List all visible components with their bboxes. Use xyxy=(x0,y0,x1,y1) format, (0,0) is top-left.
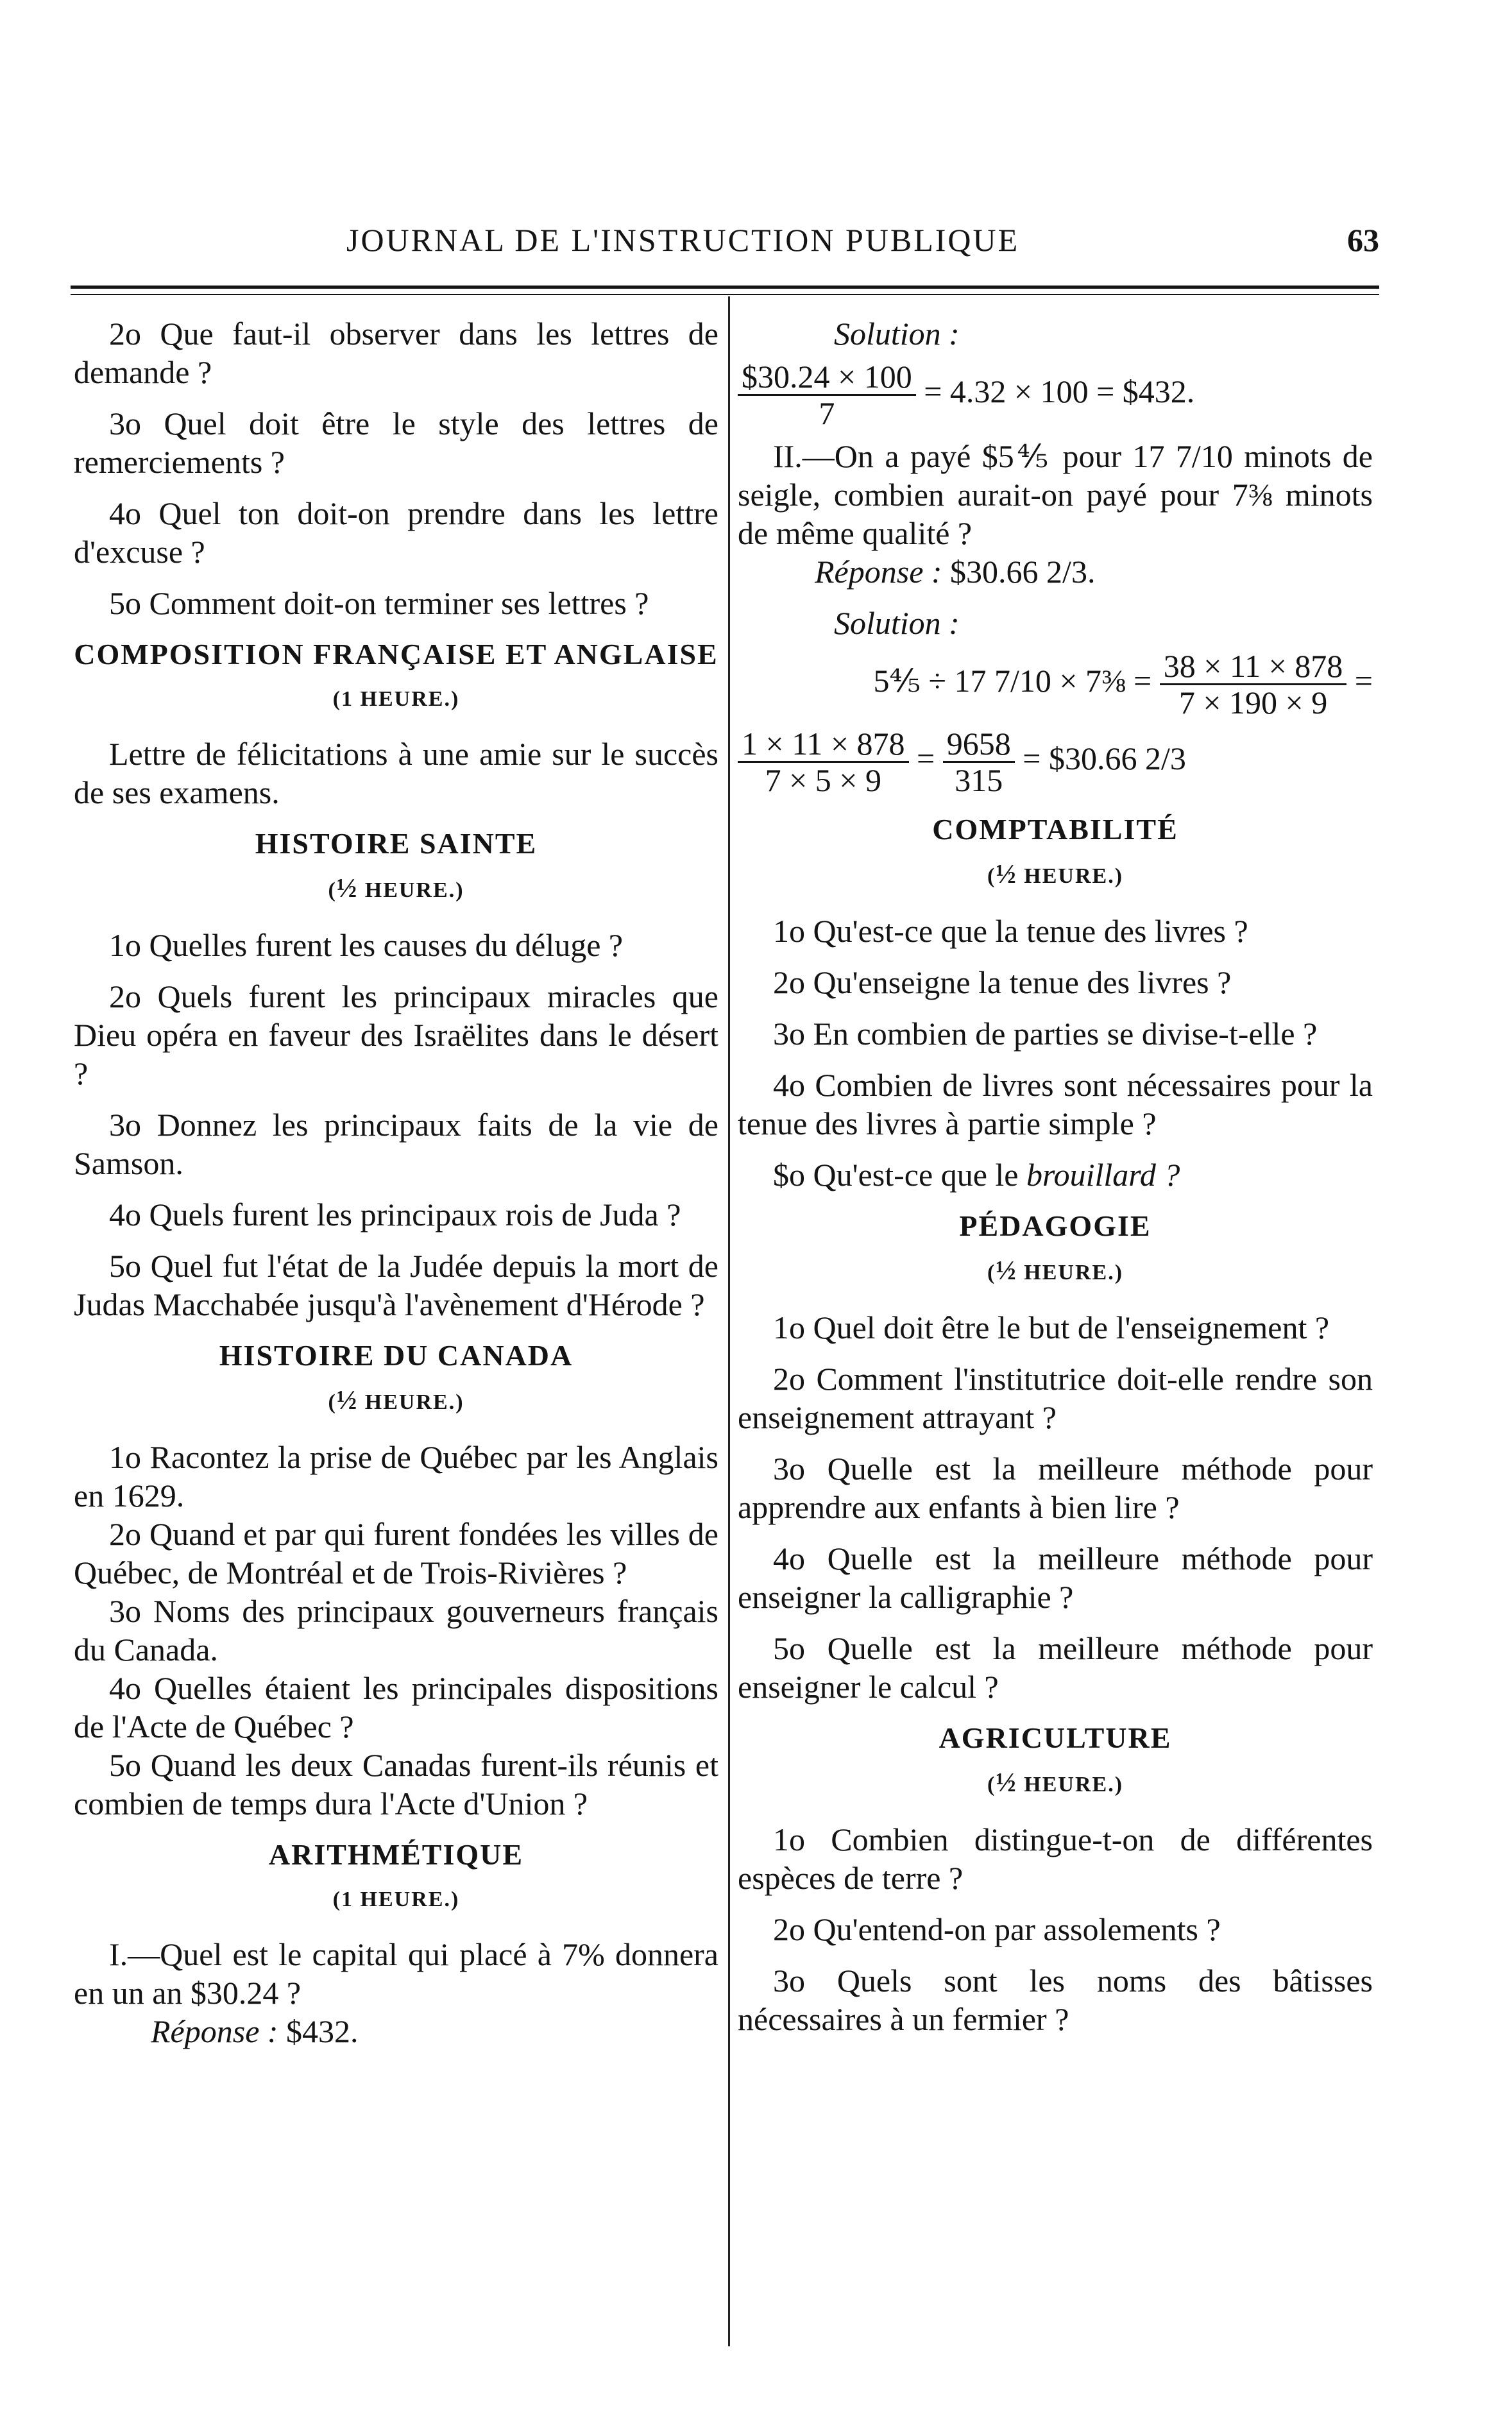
section-time: (1 HEURE.) xyxy=(332,687,460,711)
question: 1o Combien distingue-t-on de différentes espèces de terre ? xyxy=(738,1821,1373,1896)
section-time: (½ HEURE.) xyxy=(987,1256,1124,1286)
section-time: (½ HEURE.) xyxy=(987,860,1124,889)
question: $o Qu'est-ce que le brouillard ? xyxy=(773,1157,1180,1193)
composition-subject: Lettre de félicitations à une amie sur le succès de ses examens. xyxy=(74,736,718,810)
question: 4o Quelle est la meilleure méthode pour enseigner la calligraphie ? xyxy=(738,1540,1373,1615)
right-column xyxy=(738,314,1373,2051)
section-time: (1 HEURE.) xyxy=(332,1888,460,1911)
question: 1o Quelles furent les causes du déluge ? xyxy=(109,927,624,963)
question: 3o Quel doit être le style des lettres de remerciements ? xyxy=(74,405,718,480)
section-heading: COMPTABILITÉ xyxy=(932,813,1178,846)
question: 2o Qu'entend-on par assolements ? xyxy=(773,1911,1221,1947)
question: 1o Quel doit être le but de l'enseignement ? xyxy=(773,1309,1330,1345)
question: 2o Quels furent les principaux miracles que Dieu opéra en faveur des Israëlites dans le désert ? xyxy=(74,978,718,1091)
fraction: $\frac{38 \times 11 \times 878}{7 \times 190 \times 9}$ xyxy=(1160,649,1347,720)
solution-equation: $\frac{1 \times 11 \times 878}{7 \times 5 \times 9}$ = $\frac{9658}{315}$ = $30.66 2/3 xyxy=(738,726,1373,798)
question: 3o Donnez les principaux faits de la vie de Samson. xyxy=(74,1107,718,1181)
header-rule-thick xyxy=(71,286,1379,289)
section-heading: ARITHMÉTIQUE xyxy=(268,1838,524,1871)
section-heading: HISTOIRE DU CANADA xyxy=(219,1339,573,1372)
question: 4o Quels furent les principaux rois de Juda ? xyxy=(109,1197,681,1233)
section-time: (½ HEURE.) xyxy=(328,1386,464,1415)
question: 5o Quelle est la meilleure méthode pour enseigner le calcul ? xyxy=(738,1630,1373,1705)
question: 3o En combien de parties se divise-t-elle ? xyxy=(773,1016,1318,1052)
solution-equation: 5⅘ ÷ 17 7/10 × 7⅜ = $\frac{38 \times 11 \times 878}{7 \times 190 \times 9}$ = xyxy=(873,648,1373,721)
page-number: 63 xyxy=(1347,222,1379,258)
section-time: (½ HEURE.) xyxy=(328,874,464,903)
problem: II.—On a payé $5⅘ pour 17 7/10 minots de seigle, combien aurait-on payé pour 7⅜ minots de même qualité ? xyxy=(738,438,1373,551)
problem: I.—Quel est le capital qui placé à 7% donnera en un an $30.24 ? xyxy=(74,1936,718,2011)
header-rule-thin xyxy=(71,294,1379,295)
question: 2o Que faut-il observer dans les lettres de demande ? xyxy=(74,316,718,390)
question: 4o Combien de livres sont nécessaires pour la tenue des livres à partie simple ? xyxy=(738,1067,1373,1141)
question: 2o Qu'enseigne la tenue des livres ? xyxy=(773,964,1232,1000)
journal-title: JOURNAL DE L'INSTRUCTION PUBLIQUE xyxy=(346,222,1020,258)
question: 1o Qu'est-ce que la tenue des livres ? xyxy=(773,913,1248,949)
fraction: $\frac{9658}{315}$ xyxy=(943,726,1015,798)
left-column xyxy=(74,314,718,2051)
solution-equation: $\frac{\$30.24 \times 100}{7}$ = 4.32 × 100 = $432. xyxy=(738,359,1373,431)
question: 5o Comment doit-on terminer ses lettres ? xyxy=(109,585,649,621)
question: 2o Comment l'institutrice doit-elle rendre son enseignement attrayant ? xyxy=(738,1361,1373,1435)
question: 3o Noms des principaux gouverneurs français du Canada. xyxy=(74,1593,718,1668)
fraction: $\frac{\$30.24 \times 100}{7}$ xyxy=(738,359,916,431)
question: 4o Quel ton doit-on prendre dans les lettre d'excuse ? xyxy=(74,495,718,570)
section-heading: PÉDAGOGIE xyxy=(959,1209,1151,1242)
section-time: (½ HEURE.) xyxy=(987,1768,1124,1798)
running-header xyxy=(71,221,1379,273)
column-divider xyxy=(728,296,730,2346)
question: 2o Quand et par qui furent fondées les villes de Québec, de Montréal et de Trois-Rivières ? xyxy=(74,1516,718,1591)
question: 3o Quelle est la meilleure méthode pour apprendre aux enfants à bien lire ? xyxy=(738,1451,1373,1525)
answer: Réponse : $432. xyxy=(151,2013,359,2049)
fraction: $\frac{1 \times 11 \times 878}{7 \times 5 \times 9}$ xyxy=(738,726,909,798)
question: 1o Racontez la prise de Québec par les Anglais en 1629. xyxy=(74,1439,718,1514)
section-heading: HISTOIRE SAINTE xyxy=(255,827,538,860)
answer: Réponse : $30.66 2/3. xyxy=(815,554,1096,590)
question: 5o Quand les deux Canadas furent-ils réunis et combien de temps dura l'Acte d'Union ? xyxy=(74,1747,718,1821)
section-heading: AGRICULTURE xyxy=(939,1721,1172,1754)
section-heading: COMPOSITION FRANÇAISE ET ANGLAISE xyxy=(74,638,718,670)
question: 4o Quelles étaient les principales dispositions de l'Acte de Québec ? xyxy=(74,1670,718,1744)
solution-label: Solution : xyxy=(834,605,960,641)
question: 3o Quels sont les noms des bâtisses nécessaires à un fermier ? xyxy=(738,1963,1373,2037)
solution-label: Solution : xyxy=(834,316,960,352)
question: 5o Quel fut l'état de la Judée depuis la mort de Judas Macchabée jusqu'à l'avènement d'Hérode ? xyxy=(74,1248,718,1322)
